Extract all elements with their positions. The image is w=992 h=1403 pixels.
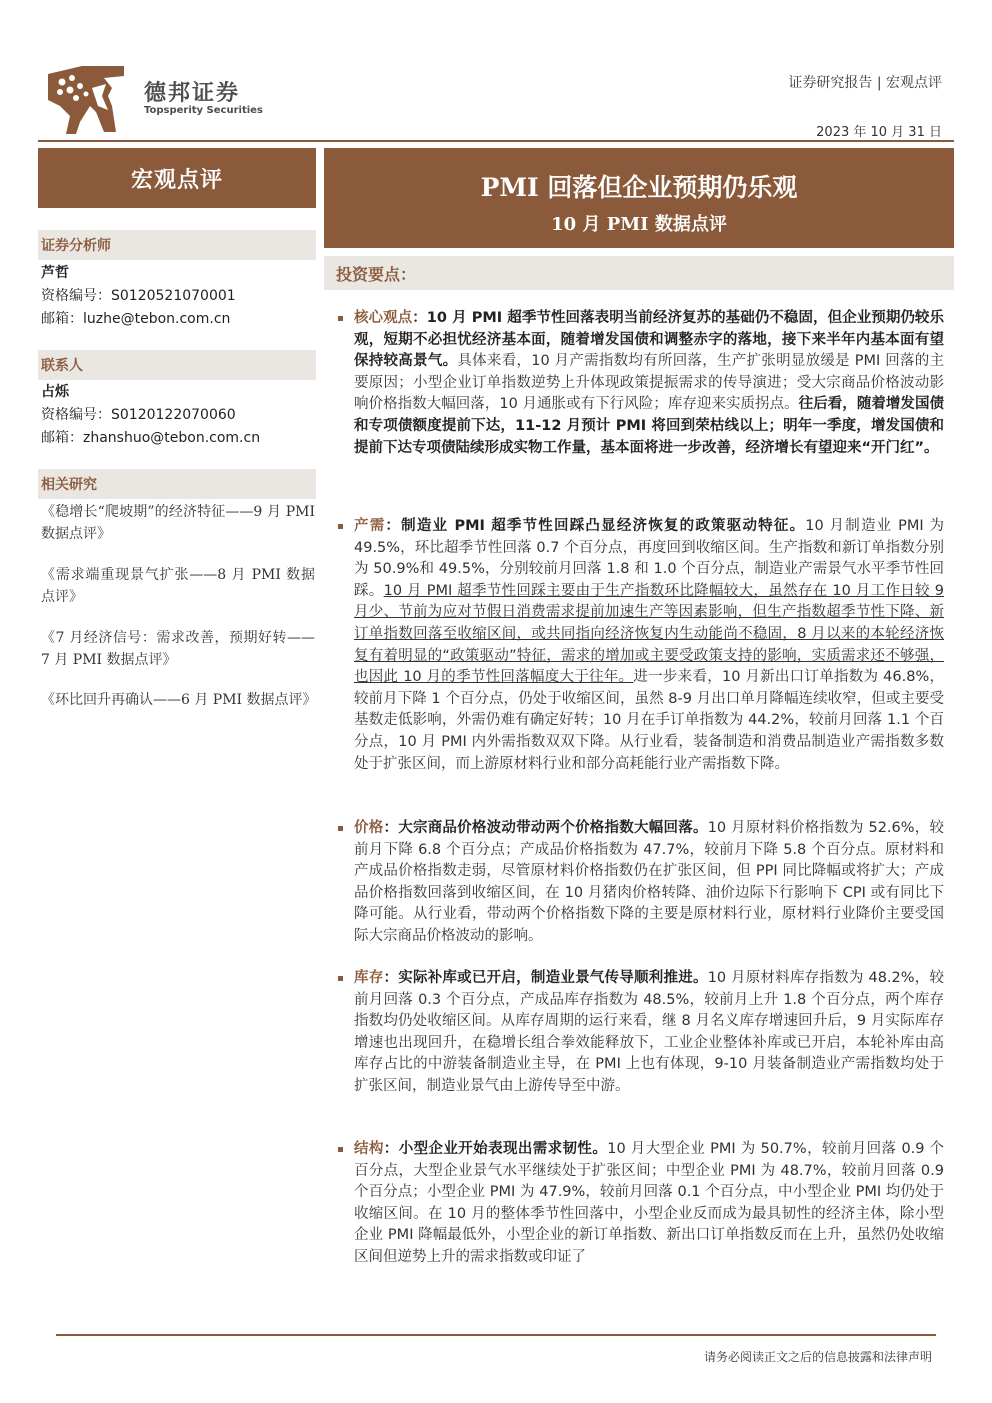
analyst-email: 邮箱：luzhe@tebon.com.cn: [41, 311, 231, 327]
key-text: 10 月原材料价格指数为 52.6%，较前月下降 6.8 个百分点；产成品价格指数为 47.7%，较前月下降 5.8 个百分点。原材料和产成品价格指数走弱，尽管原材料价格指数仍在扩张区间，但 PPI 同比降幅或将扩大；产成品价格指数回落到收缩区间，在 10 月猪肉价格转降、油价边际下行影响下 CPI 或有同比下降可能。从行业看，带动两个价格指数下降的主要是原材料行业，原材料行业降价主要受国际大宗商品价格波动的影响。: [354, 820, 945, 944]
key-label: 价格: [354, 820, 384, 836]
contact-heading: 联系人: [38, 350, 316, 380]
key-point-structure: [338, 1139, 944, 1269]
title-banner: [324, 148, 954, 248]
category-banner: 宏观点评: [38, 148, 316, 208]
related-item[interactable]: 《稳增长“爬坡期”的经济特征——9 月 PMI 数据点评》: [41, 504, 315, 542]
key-points-heading: 投资要点：: [324, 256, 954, 290]
key-point-core: [338, 308, 944, 459]
key-point-inventory: [338, 968, 944, 1098]
related-heading: 相关研究: [38, 469, 316, 499]
report-date: 2023 年 10 月 31 日: [816, 125, 942, 140]
bullet-icon: [338, 1147, 343, 1152]
related-item[interactable]: 《需求端重现景气扩张——8 月 PMI 数据点评》: [41, 567, 315, 605]
document-type: 证券研究报告 | 宏观点评: [788, 75, 942, 91]
analyst-heading: 证券分析师: [38, 230, 316, 260]
key-label: 核心观点: [354, 310, 413, 326]
bullet-icon: [338, 316, 343, 321]
brand-name: 德邦证券: [144, 81, 241, 106]
key-bold: ：制造业 PMI 超季节性回踩凸显经济恢复的政策驱动特征。: [385, 518, 806, 534]
page-title: PMI 回落但企业预期仍乐观: [480, 173, 798, 202]
key-bold: ：实际补库或已开启，制造业景气传导顺利推进。: [383, 970, 708, 986]
key-text: 10 月原材料库存指数为 48.2%，较前月回落 0.3 个百分点，产成品库存指数为 48.5%，较前月上升 1.8 个百分点，两个库存指数均仍处收缩区间。从库存周期的运行来看，继 8 月名义库存增速回升后，9 月实际库存增速也出现回升，在稳增长组合拳效能释放下，工业企业整体补库或已开启，本轮补库由高库存占比的中游装备制造业主导，在 PMI 上也有体现，9-10 月装备制造业产需指数均处于扩张区间，制造业景气由上游传导至中游。: [354, 970, 945, 1094]
contact-name: 占烁: [41, 384, 69, 400]
bullet-icon: [338, 524, 343, 529]
key-bold: 往后看，随着增发国债和专项债额度提前下达，11-12 月预计 PMI 将回到荣枯线以上；明年一季度，增发国债和提前下达专项债陆续形成实物工作量，基本面将进一步改善，经济增长有望迎来“开门红”。: [354, 396, 945, 456]
key-bold: ：大宗商品价格波动带动两个价格指数大幅回落。: [383, 820, 708, 836]
key-label: 产需: [354, 518, 386, 534]
bullet-icon: [338, 826, 343, 831]
analyst-info: [41, 262, 236, 331]
key-text: 10 月制造业 PMI 为 49.5%，环比超季节性回落 0.7 个百分点，再度回到收缩区间。生产指数和新订单指数分别为 50.9%和 49.5%，分别较前月回落 1.8 和 1.0 个百分点，制造业产需景气水平季节性回踩。: [354, 518, 945, 599]
key-label: 库存: [354, 970, 384, 986]
key-bold: ：小型企业开始表现出需求韧性。: [383, 1141, 608, 1157]
footer-divider: [56, 1334, 936, 1336]
disclaimer-note: 请务必阅读正文之后的信息披露和法律声明: [703, 1350, 932, 1364]
analyst-cert: 资格编号：S0120521070001: [41, 288, 236, 304]
key-text: 具体来看，10 月产需指数均有所回落，生产扩张明显放缓是 PMI 回落的主要原因；小型企业订单指数逆势上升体现政策提振需求的传导演进；受大宗商品价格波动影响价格指数大幅回落，10 月通胀或有下行风险；库存迎来实质拐点。: [354, 353, 945, 413]
header-divider: [38, 140, 954, 142]
key-label: 结构: [354, 1141, 384, 1157]
brand-name-english: Topsperity Securities: [144, 105, 263, 116]
key-text: 进一步来看，10 月新出口订单指数为 46.8%，较前月下降 1 个百分点，仍处于收缩区间，虽然 8-9 月出口单月降幅连续收窄，但或主要受基数走低影响，外需仍难有确定好转；10 月在手订单指数为 44.2%，较前月回落 1.1 个百分点，10 月 PMI 内外需指数双双下降。从行业看，装备制造和消费品制造业产需指数多数处于扩张区间，而上游原材料行业和部分高耗能行业产需指数下降。: [354, 669, 945, 772]
key-point-price: [338, 818, 944, 948]
brand-logo-icon: [46, 66, 124, 134]
contact-email: 邮箱：zhanshuo@tebon.com.cn: [41, 430, 261, 446]
related-item[interactable]: 《环比回升再确认——6 月 PMI 数据点评》: [41, 692, 317, 708]
contact-info: [41, 381, 260, 450]
bullet-icon: [338, 976, 343, 981]
key-point-demand: [338, 516, 944, 775]
key-bold: ：10 月 PMI 超季节性回落表明当前经济复苏的基础仍不稳固，但企业预期仍较乐观，短期不必担忧经济基本面，随着增发国债和调整赤字的落地，接下来半年内基本面有望保持较高景气。: [354, 310, 944, 370]
key-text: 10 月大型企业 PMI 为 50.7%，较前月回落 0.9 个百分点，大型企业景气水平继续处于扩张区间；中型企业 PMI 为 48.7%，较前月回落 0.9 个百分点；小型企业 PMI 为 47.9%，较前月回落 0.1 个百分点，中小型企业 PMI 均仍处于收缩区间。在 10 月的整体季节性回落中，小型企业反而成为最具韧性的经济主体，除小型企业 PMI 降幅最低外，小型企业的新订单指数、新出口订单指数反而在上升，虽然仍处收缩区间但逆势上升的需求指数或印证了: [354, 1141, 945, 1265]
analyst-name: 芦哲: [41, 265, 69, 281]
contact-cert: 资格编号：S0120122070060: [41, 407, 236, 423]
related-item[interactable]: 《7 月经济信号：需求改善，预期好转——7 月 PMI 数据点评》: [41, 630, 315, 668]
page-subtitle: 10 月 PMI 数据点评: [551, 214, 727, 235]
key-underlined: 10 月 PMI 超季节性回踩主要由于生产指数环比降幅较大，虽然存在 10 月工作日较 9 月少、节前为应对节假日消费需求提前加速生产等因素影响，但生产指数超季节性下降、新订单指数回落至收缩区间，或共同指向经济恢复内生动能尚不稳固，8 月以来的本轮经济恢复有着明显的“政策驱动”特征，需求的增加或主要受政策支持的影响，实质需求还不够强，也因此 10 月的季节性回落幅度大于往年。: [354, 582, 944, 686]
